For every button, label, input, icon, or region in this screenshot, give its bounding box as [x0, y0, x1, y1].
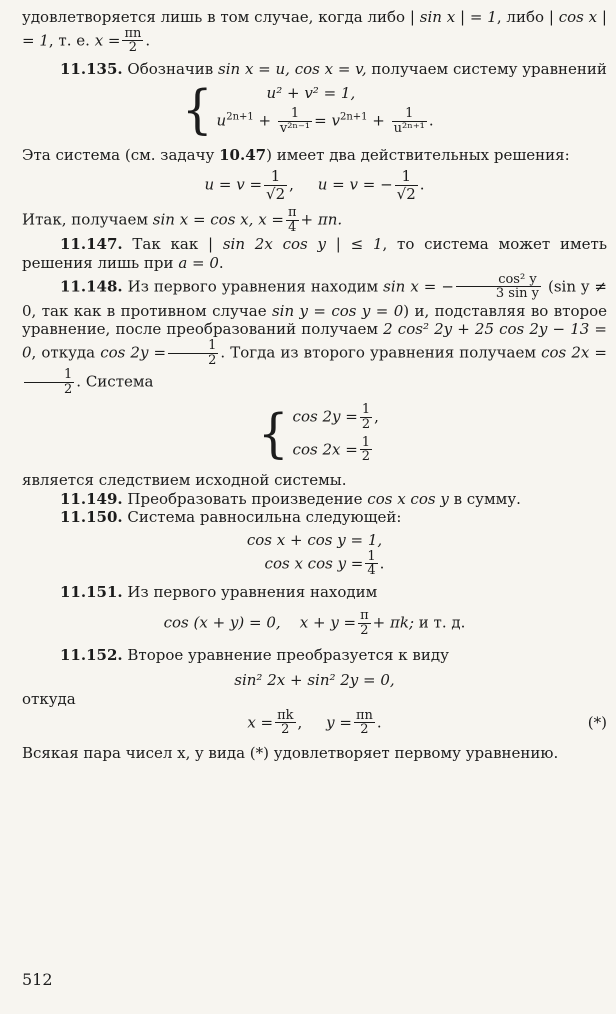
math: | cos x | = 1	[22, 8, 607, 50]
brace: {	[258, 403, 289, 465]
fraction: $\frac{\pi n}{2}$	[124, 25, 142, 56]
paragraph-conclusion-148: является следствием исходной системы.	[22, 470, 347, 489]
paragraph-system: Эта система (см. задачу 10.47) имеет два действительных решения:	[22, 146, 570, 165]
equation-tag: (*)	[587, 713, 607, 732]
fraction: $\frac{1}{\text{u²ⁿ⁺¹}}$	[393, 106, 425, 136]
paragraph-itak: Итак, получаем sin x = cos x, x = $\frac{\pi}{4}$ + πn.	[22, 205, 343, 235]
equations-151: cos (x + y) = 0, x + y = $\frac{\pi}{2}$ + πk; и т. д.	[163, 608, 466, 639]
page-number: 512	[22, 970, 53, 989]
problem-number: 11.147.	[60, 235, 123, 254]
math: x =	[94, 31, 121, 50]
problem-11-152: 11.152. Второе уравнение преобразуется к виду	[60, 646, 449, 665]
problem-number: 11.151.	[60, 582, 123, 601]
problem-11-151: 11.151. Из первого уравнения находим	[60, 582, 378, 601]
problem-number: 11.135.	[60, 59, 123, 78]
page-body	[22, 8, 607, 762]
problem-number: 11.150.	[60, 508, 123, 527]
problem-11-147: 11.147. Так как | sin 2x cos y | ≤ 1, то система может иметь решения лишь при a = 0.	[22, 235, 608, 272]
solutions: u = v = $\frac{1}{√2}$ , u = v = − $\frac{1}{√2}$ .	[204, 166, 425, 203]
paragraph-intro: удовлетворяется лишь в том случае, когда либо | sin x | = 1, либо | cos x | = 1, т. е. x = $\frac{\pi n}{2}$ .	[22, 8, 607, 56]
problem-11-149: 11.149. Преобразовать произведение cos x cos y в сумму.	[60, 489, 521, 508]
paragraph-final: Всякая пара чисел x, y вида (*) удовлетворяет первому уравнению.	[22, 743, 559, 762]
text: , либо	[496, 8, 549, 26]
math: sin x = u, cos x = v,	[218, 59, 367, 78]
math: | sin x | = 1	[409, 8, 497, 26]
otkuda: откуда	[22, 689, 76, 708]
equation-152-a: sin² 2x + sin² 2y = 0,	[234, 671, 395, 690]
brace: {	[182, 79, 213, 142]
equation-system-135: { u² + v² = 1, $u^{2n+1}$ + $\frac{1}{\text{v²ⁿ⁻¹}}$ = $v^{2n+1}$ + $\frac{1}{\text{u²ⁿ⁺¹}}$ .	[182, 79, 434, 142]
problem-11-150: 11.150. Система равносильна следующей:	[60, 508, 402, 527]
problem-number: 11.149.	[60, 489, 123, 508]
equation-system-148: { cos 2y = $\frac{1}{2}$ , cos 2x = $\frac{1}{2}$	[258, 401, 607, 467]
problem-number: 11.152.	[60, 646, 123, 665]
fraction: $\frac{1}{\text{v²ⁿ⁻¹}}$	[279, 106, 311, 136]
problem-number: 11.148.	[60, 277, 123, 296]
text: удовлетворяется лишь в том случае, когда либо	[22, 8, 410, 26]
text: , т. е.	[48, 31, 95, 50]
equation-152-b: x = $\frac{\pi k}{2}$ , y = $\frac{\pi n}{2}$ . (*)	[247, 707, 607, 738]
equations-150: cos x + cos y = 1, cos x cos y = $\frac{1}{4}$ .	[246, 531, 385, 579]
problem-11-135: 11.135. Обозначив sin x = u, cos x = v, получаем систему уравнений	[60, 59, 607, 78]
problem-11-148: 11.148. Из первого уравнения находим sin x = − $\frac{\text{cos² y}}{\text{3 sin y}}$ (sin y ≠ 0, так как в противном случае sin y = cos y = 0) и, подставляя во второе уравнение, после преобразований получаем 2 cos² 2y + 25 cos 2y − 13 = 0, откуда cos 2y = $\frac{1}{2}$ . Тогда из второго уравнения получаем cos 2x = $\frac{1}{2}$ . Система	[22, 271, 607, 397]
